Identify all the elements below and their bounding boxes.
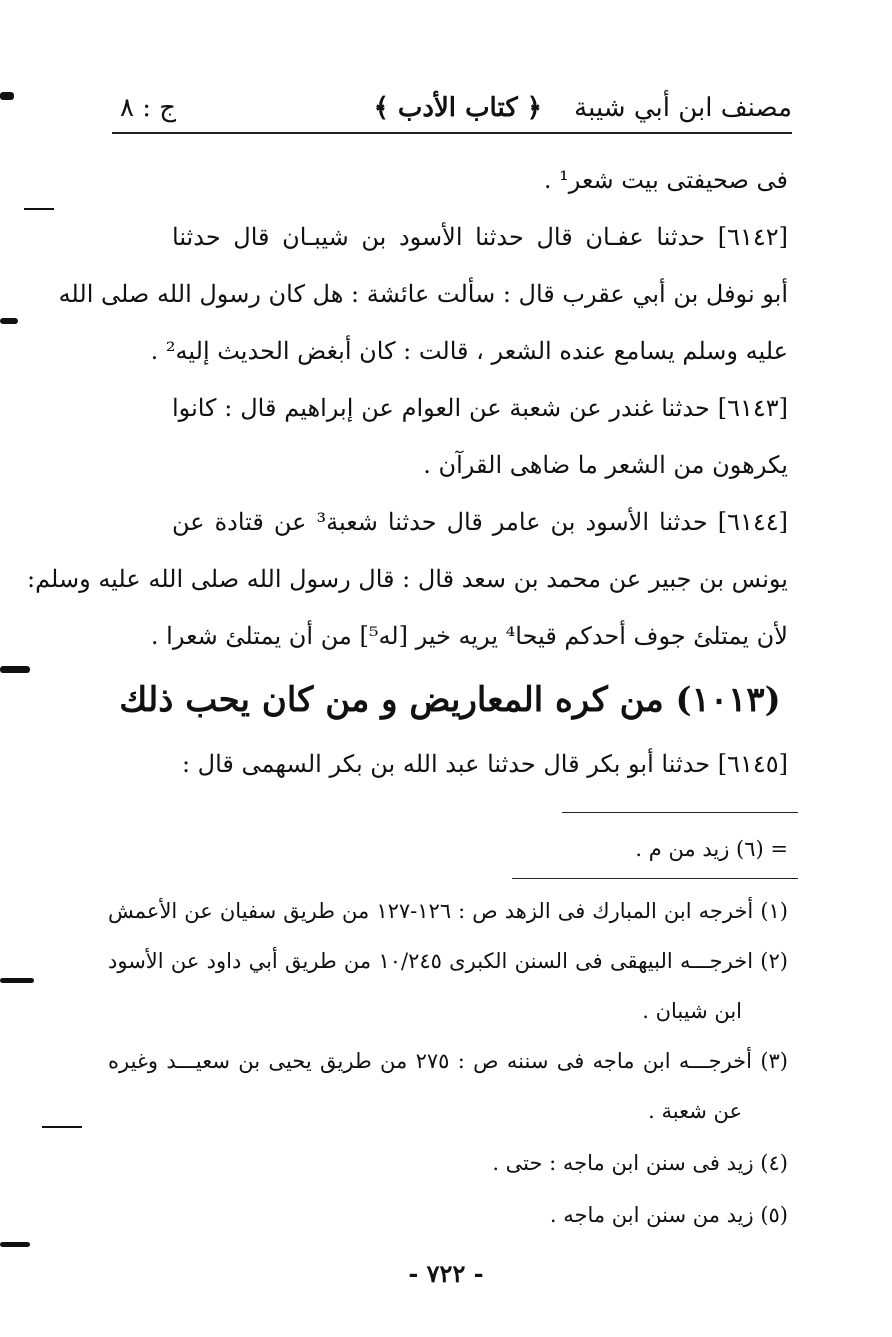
chapter-title: ﴿ كتاب الأدب ﴾ [373, 93, 542, 123]
hadith-6144-line: [٦١٤٤] حدثنا الأسود بن عامر قال حدثنا شعبة³ عن قتادة عن [172, 508, 789, 536]
hadith-6145-line: [٦١٤٥] حدثنا أبو بكر قال حدثنا عبد الله بن بكر السهمى قال : [181, 750, 788, 778]
text-line: أبو نوفل بن أبي عقرب قال : سألت عائشة : هل كان رسول الله صلى الله [58, 280, 788, 308]
footnote-separator [562, 812, 798, 813]
scan-mark [24, 208, 54, 210]
footnote-4: (٤) زيد فى سنن ابن ماجه : حتى . [492, 1151, 788, 1175]
text-line: فى صحيفتى بيت شعر¹ . [543, 166, 788, 194]
footnote-separator [512, 878, 798, 879]
footnote-3: (٣) أخرجـــه ابن ماجه فى سننه ص : ٢٧٥ من طريق يحيى بن سعيـــد وغيره [108, 1049, 788, 1073]
text-line: يونس بن جبير عن محمد بن سعد قال : قال رسول الله صلى الله عليه وسلم: [26, 565, 788, 593]
scan-mark [0, 1242, 30, 1247]
scan-mark [42, 1126, 82, 1128]
scan-mark [0, 978, 34, 983]
hadith-6142-line: [٦١٤٢] حدثنا عفـان قال حدثنا الأسود بن شيبـان قال حدثنا [172, 223, 788, 251]
header-rule [112, 132, 792, 134]
carryover-footnote: = (٦) زيد من م . [635, 837, 788, 861]
text-line: عليه وسلم يسامع عنده الشعر ، قالت : كان أبغض الحديث إليه² . [150, 337, 788, 365]
page-number: - ٧٢٢ - [408, 1259, 484, 1288]
footnote-5: (٥) زيد من سنن ابن ماجه . [549, 1203, 788, 1227]
footnote-2: (٢) اخرجـــه البيهقى فى السنن الكبرى ١٠/٢٤٥ من طريق أبي داود عن الأسود [108, 949, 788, 973]
text-line: لأن يمتلئ جوف أحدكم قيحا⁴ يريه خير [له⁵] من أن يمتلئ شعرا . [150, 622, 788, 650]
footnote-1: (١) أخرجه ابن المبارك فى الزهد ص : ١٢٦-١٢٧ من طريق سفيان عن الأعمش [108, 899, 788, 923]
text-line: يكرهون من الشعر ما ضاهى القرآن . [423, 451, 788, 479]
scan-mark [0, 318, 18, 324]
volume-number: ج : ٨ [120, 93, 177, 123]
footnote-2-continuation: ابن شيبان . [642, 999, 742, 1023]
book-title: مصنف ابن أبي شيبة [574, 93, 792, 123]
footnote-3-continuation: عن شعبة . [648, 1099, 742, 1123]
hadith-6143-line: [٦١٤٣] حدثنا غندر عن شعبة عن العوام عن إبراهيم قال : كانوا [172, 394, 788, 422]
running-header [112, 86, 792, 130]
scan-mark [0, 666, 30, 673]
scan-mark [0, 92, 14, 100]
section-heading: (١٠١٣) من كره المعاريض و من كان يحب ذلك [119, 680, 781, 720]
